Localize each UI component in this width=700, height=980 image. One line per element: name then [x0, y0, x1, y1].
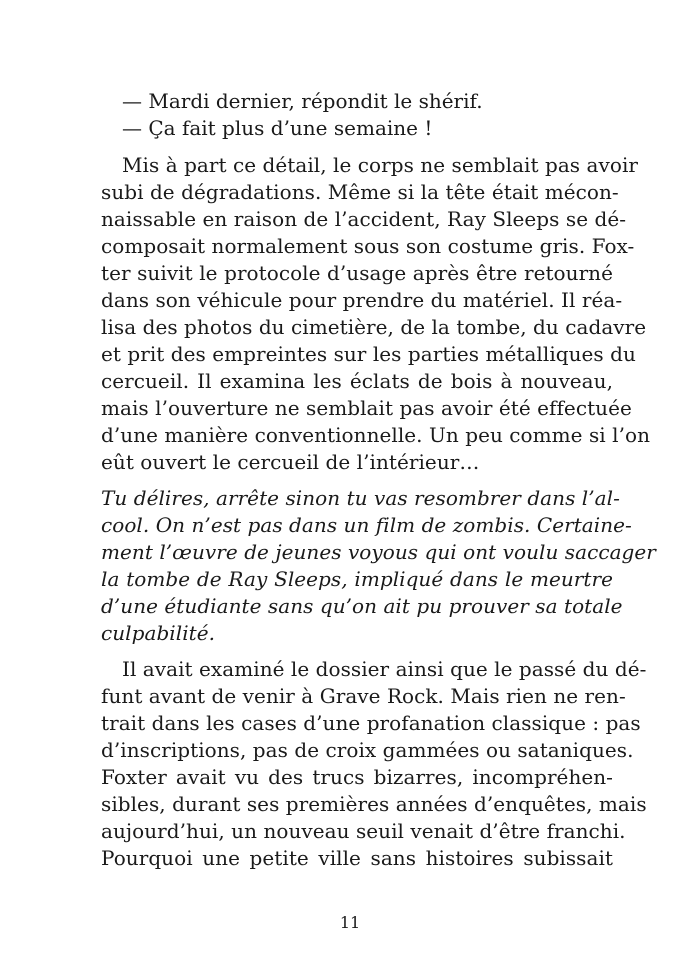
paragraph	[101, 656, 647, 872]
text-line: Foxter avait vu des trucs bizarres, incompréhen-	[101, 765, 613, 789]
text-line: lisa des photos du cimetière, de la tombe, du cadavre	[101, 315, 647, 339]
text-line: d’inscriptions, pas de croix gammées ou sataniques.	[101, 738, 634, 762]
text-line: cool. On n’est pas dans un film de zombis. Certaine-	[101, 513, 632, 537]
text-line: et prit des empreintes sur les parties métalliques du	[101, 342, 636, 366]
text-line: sibles, durant ses premières années d’enquêtes, mais	[101, 792, 647, 816]
paragraph	[101, 152, 651, 476]
text-line: mais l’ouverture ne semblait pas avoir été effectuée	[101, 396, 632, 420]
text-line: aujourd’hui, un nouveau seuil venait d’être franchi.	[101, 819, 626, 843]
italic-paragraph	[101, 485, 656, 647]
text-line: ment l’œuvre de jeunes voyous qui ont voulu saccager	[101, 540, 656, 564]
text-line: culpabilité.	[101, 621, 216, 645]
text-line: Mis à part ce détail, le corps ne semblait pas avoir	[122, 153, 638, 177]
text-line: Tu délires, arrête sinon tu vas resombrer dans l’al-	[101, 486, 620, 510]
page-number: 11	[339, 913, 361, 932]
text-line: dans son véhicule pour prendre du matériel. Il réa-	[101, 288, 623, 312]
text-line: eût ouvert le cercueil de l’intérieur…	[101, 450, 480, 474]
text-line: Pourquoi une petite ville sans histoires subissait	[101, 846, 613, 870]
text-line: cercueil. Il examina les éclats de bois à nouveau,	[101, 369, 613, 393]
text-line: subi de dégradations. Même si la tête était mécon-	[101, 180, 619, 204]
text-line: d’une manière conventionnelle. Un peu comme si l’on	[101, 423, 651, 447]
text-line: d’une étudiante sans qu’on ait pu prouver sa totale	[101, 594, 623, 618]
dialog-block	[101, 88, 613, 142]
dialog-line: — Mardi dernier, répondit le shérif.	[122, 89, 483, 113]
text-line: trait dans les cases d’une profanation classique : pas	[101, 711, 641, 735]
text-line: composait normalement sous son costume gris. Fox-	[101, 234, 635, 258]
dialog-line: — Ça fait plus d’une semaine !	[122, 116, 433, 140]
text-line: Il avait examiné le dossier ainsi que le passé du dé-	[122, 657, 647, 681]
text-line: naissable en raison de l’accident, Ray Sleeps se dé-	[101, 207, 627, 231]
text-line: ter suivit le protocole d’usage après être retourné	[101, 261, 613, 285]
text-line: funt avant de venir à Grave Rock. Mais rien ne ren-	[101, 684, 626, 708]
text-line: la tombe de Ray Sleeps, impliqué dans le meurtre	[101, 567, 613, 591]
book-page-text	[101, 88, 656, 881]
